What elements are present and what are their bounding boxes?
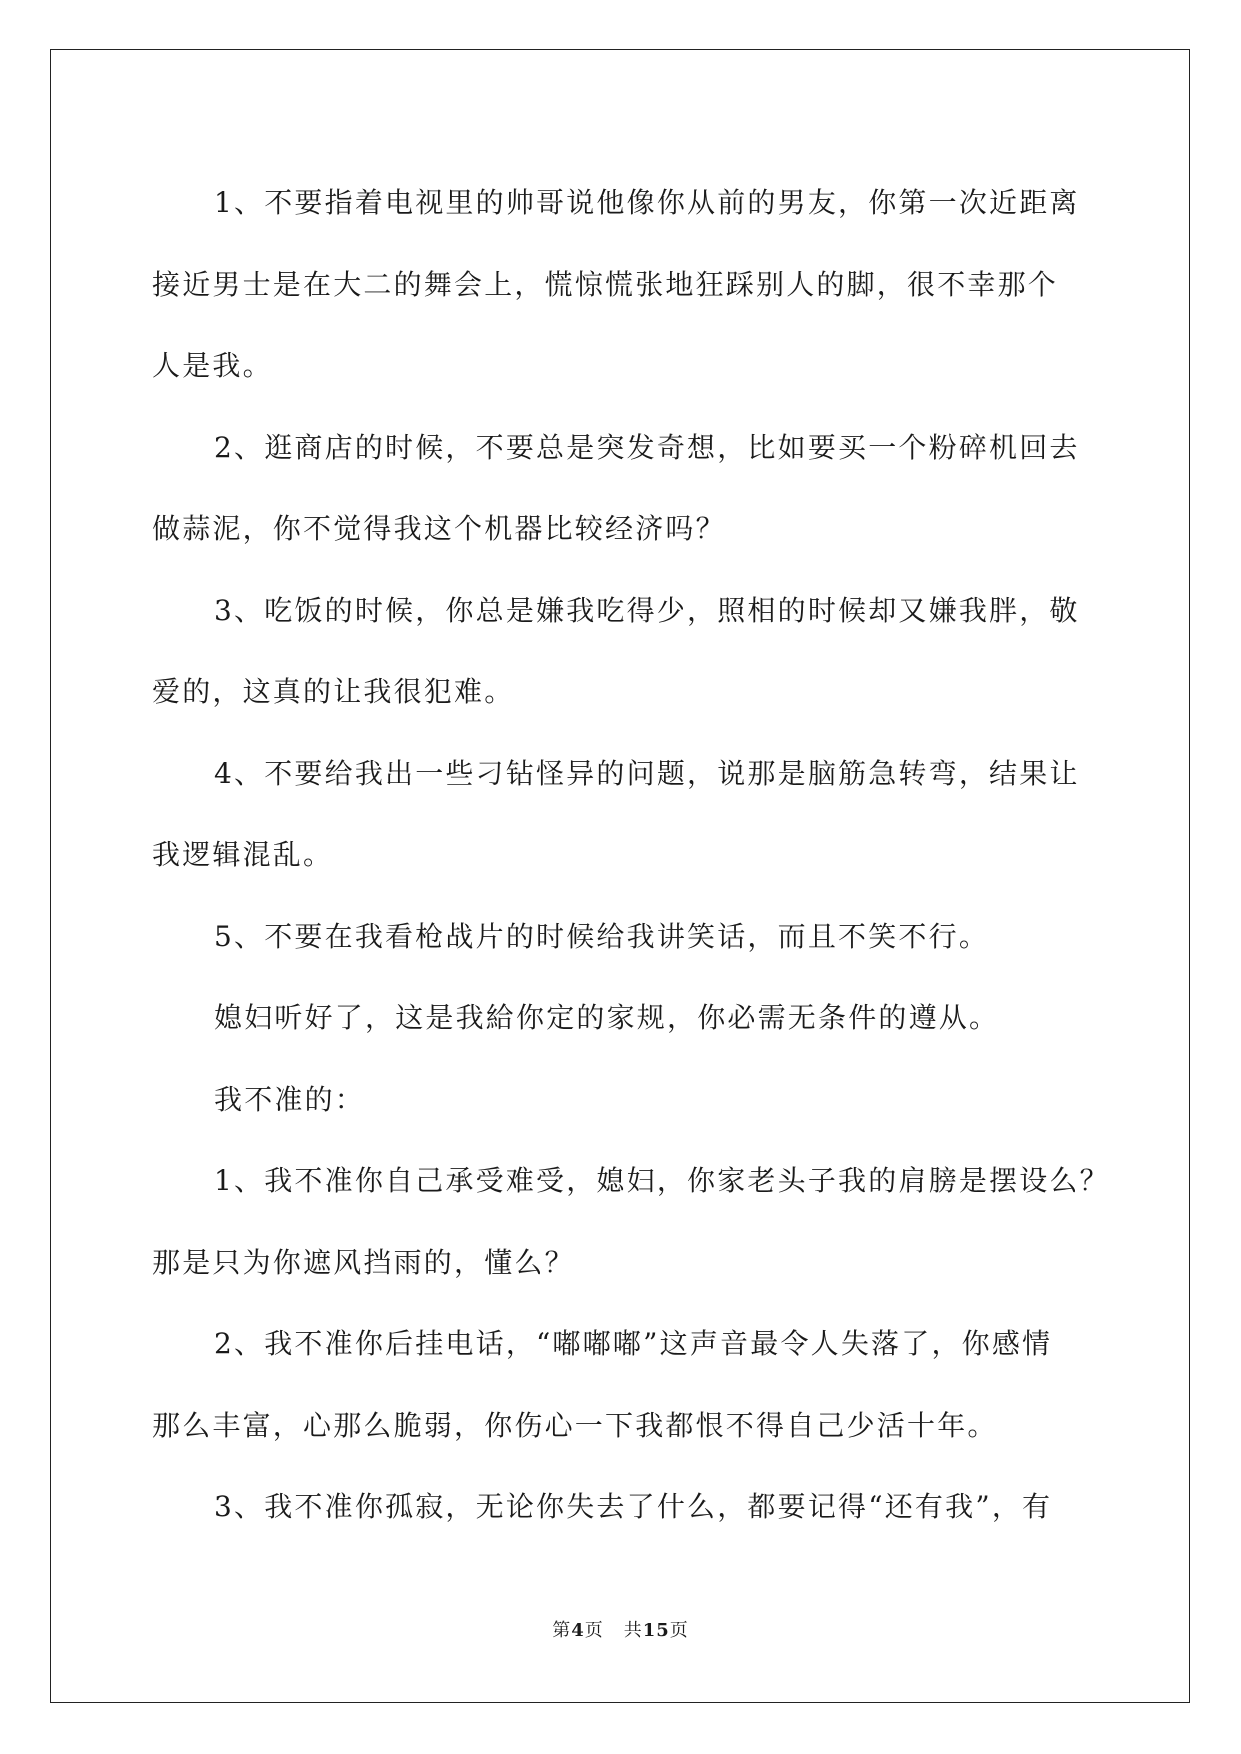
text-line: 2、逛商店的时候，不要总是突发奇想，比如要买一个粉碎机回去 bbox=[214, 430, 1080, 464]
page-footer bbox=[0, 1616, 1241, 1642]
text-line: 5、不要在我看枪战片的时候给我讲笑话，而且不笑不行。 bbox=[214, 919, 990, 953]
total-page-count: 15 bbox=[642, 1620, 670, 1641]
text-line: 接近男士是在大二的舞会上，慌惊慌张地狂踩别人的脚，很不幸那个 bbox=[152, 267, 1059, 301]
text-line: 2、我不准你后挂电话，“嘟嘟嘟”这声音最令人失落了，你感情 bbox=[214, 1327, 1053, 1360]
text-line: 爱的，这真的让我很犯难。 bbox=[152, 675, 515, 708]
text-line: 4、不要给我出一些刁钻怪异的问题，说那是脑筋急转弯，结果让 bbox=[214, 756, 1080, 790]
text-line: 媳妇听好了，这是我給你定的家规，你必需无条件的遵从。 bbox=[214, 1001, 1000, 1034]
text-line: 我不准的： bbox=[214, 1082, 366, 1116]
current-page-number: 4 bbox=[571, 1620, 585, 1641]
document-body bbox=[152, 162, 1110, 1548]
text-line: 1、我不准你自己承受难受，媳妇，你家老头子我的肩膀是摆设么？ bbox=[214, 1164, 1110, 1197]
text-line: 那么丰富，心那么脆弱，你伤心一下我都恨不得自己少活十年。 bbox=[152, 1408, 998, 1442]
text-line: 那是只为你遮风挡雨的，懂么？ bbox=[152, 1245, 575, 1279]
text-line: 3、吃饭的时候，你总是嫌我吃得少，照相的时候却又嫌我胖，敬 bbox=[214, 593, 1080, 627]
text-line: 1、不要指着电视里的帅哥说他像你从前的男友，你第一次近距离 bbox=[214, 186, 1080, 219]
text-line: 做蒜泥，你不觉得我这个机器比较经济吗？ bbox=[152, 512, 726, 545]
footer-total-prefix: 共 bbox=[623, 1620, 643, 1641]
footer-page-suffix: 页 bbox=[584, 1620, 604, 1641]
footer-prefix: 第 bbox=[552, 1620, 572, 1641]
text-line: 人是我。 bbox=[152, 349, 273, 382]
text-line: 3、我不准你孤寂，无论你失去了什么，都要记得“还有我”，有 bbox=[214, 1490, 1053, 1523]
footer-total-suffix: 页 bbox=[669, 1620, 689, 1641]
text-line: 我逻辑混乱。 bbox=[152, 838, 334, 871]
